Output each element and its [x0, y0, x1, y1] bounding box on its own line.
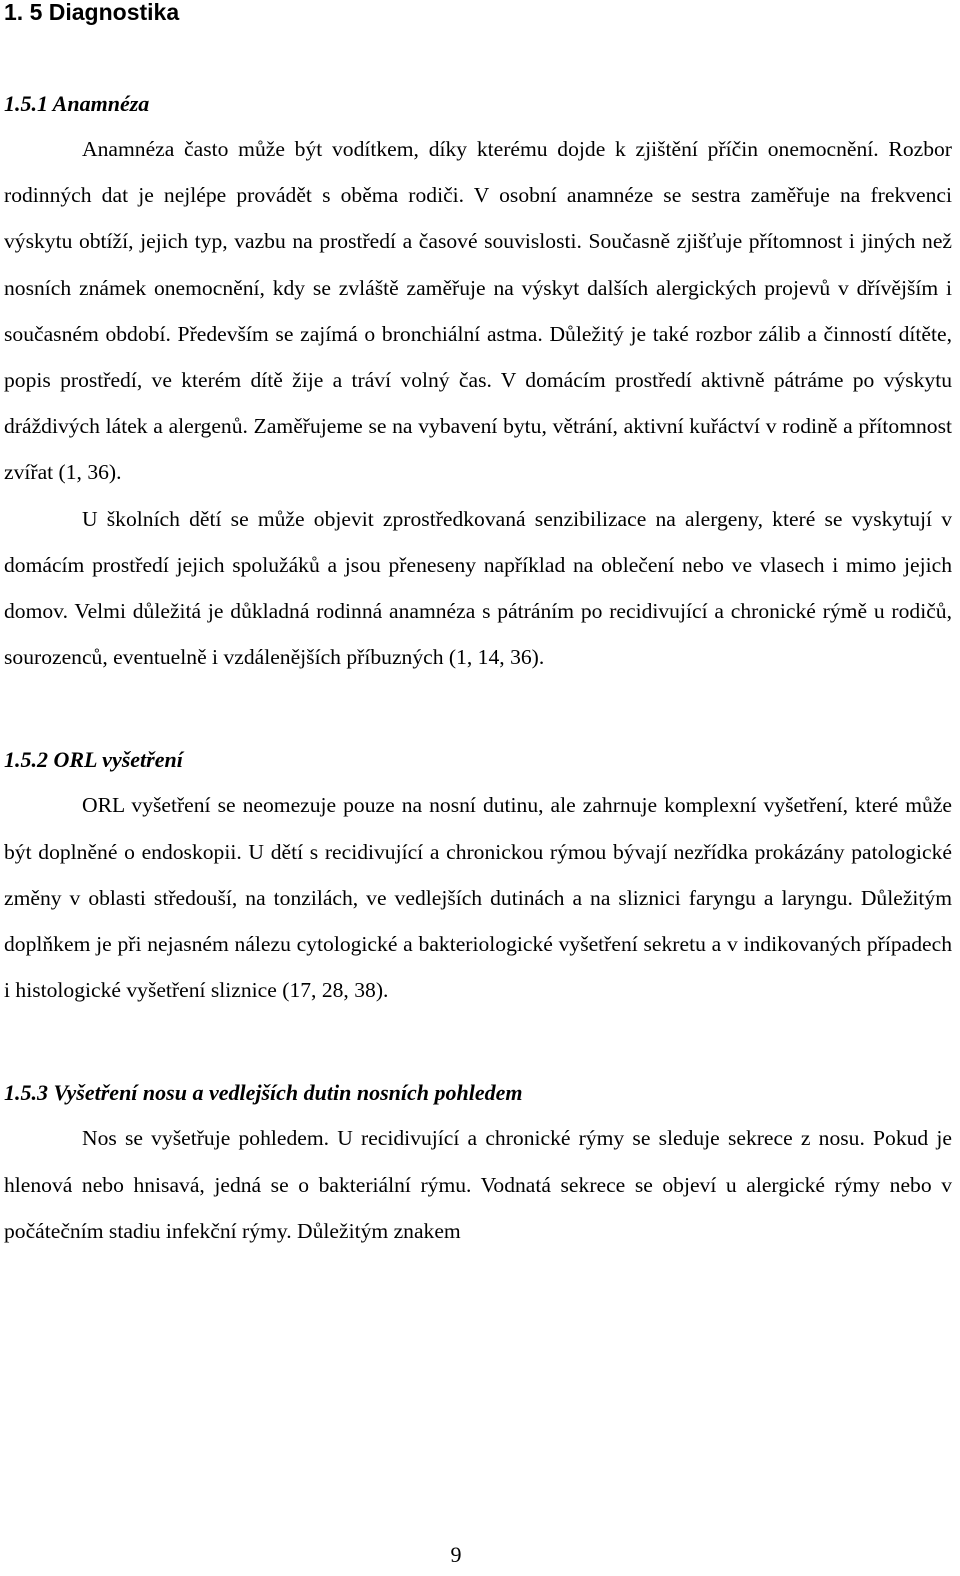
paragraph: U školních dětí se může objevit zprostředkovaná senzibilizace na alergeny, které se vyskytují v domácím prostředí jejich spolužáků a jsou přeneseny například na oblečení nebo ve vlasech i mimo jejich domov. Velmi důležitá je důkladná rodinná anamnéza s pátráním po recidivující a chronické rýmě u rodičů, sourozenců, eventuelně i vzdálenějších příbuzných (1, 14, 36). [4, 506, 952, 670]
section-title-orl: 1.5.2 ORL vyšetření [4, 747, 183, 773]
section-title-vysetreni-nosu: 1.5.3 Vyšetření nosu a vedlejších dutin nosních pohledem [4, 1080, 523, 1106]
chapter-title: 1. 5 Diagnostika [4, 0, 180, 25]
section-title-anamneza: 1.5.1 Anamnéza [4, 91, 150, 116]
paragraph: ORL vyšetření se neomezuje pouze na nosní dutinu, ale zahrnuje komplexní vyšetření, které může být doplněné o endoskopii. U dětí s recidivující a chronickou rýmou bývají nezřídka prokázány patologické změny v oblasti středouší, na tonzilách, ve vedlejších dutinách a na sliznici faryngu a laryngu. Důležitým doplňkem je při nejasném nálezu cytologické a bakteriologické vyšetření sekretu a v indikovaných případech i histologické vyšetření sliznice (17, 28, 38). [4, 793, 952, 1003]
paragraph: Nos se vyšetřuje pohledem. U recidivující a chronické rýmy se sleduje sekrece z nosu. Pokud je hlenová nebo hnisavá, jedná se o bakteriální rýmu. Vodnatá sekrece se objeví u alergické rýmy nebo v počátečním stadiu infekční rýmy. Důležitým znakem [4, 1126, 952, 1243]
paragraph: Anamnéza často může být vodítkem, díky kterému dojde k zjištění příčin onemocnění. Rozbor rodinných dat je nejlépe provádět s oběma rodiči. V osobní anamnéze se sestra zaměřuje na frekvenci výskytu obtíží, jejich typ, vazbu na prostředí a časové souvislosti. Současně zjišťuje přítomnost i jiných než nosních známek onemocnění, kdy se zvláště zaměřuje na výskyt dalších alergických projevů v dřívějším i současném období. Především se zajímá o bronchiální astma. Důležitý je také rozbor zálib a činností dítěte, popis prostředí, ve kterém dítě žije a tráví volný čas. V domácím prostředí aktivně pátráme po výskytu dráždivých látek a alergenů. Zaměřujeme se na vybavení bytu, větrání, aktivní kuřáctví v rodině a přítomnost zvířat (1, 36). [4, 137, 952, 485]
document-page [4, 0, 952, 1254]
page-number: 9 [450, 1542, 462, 1567]
